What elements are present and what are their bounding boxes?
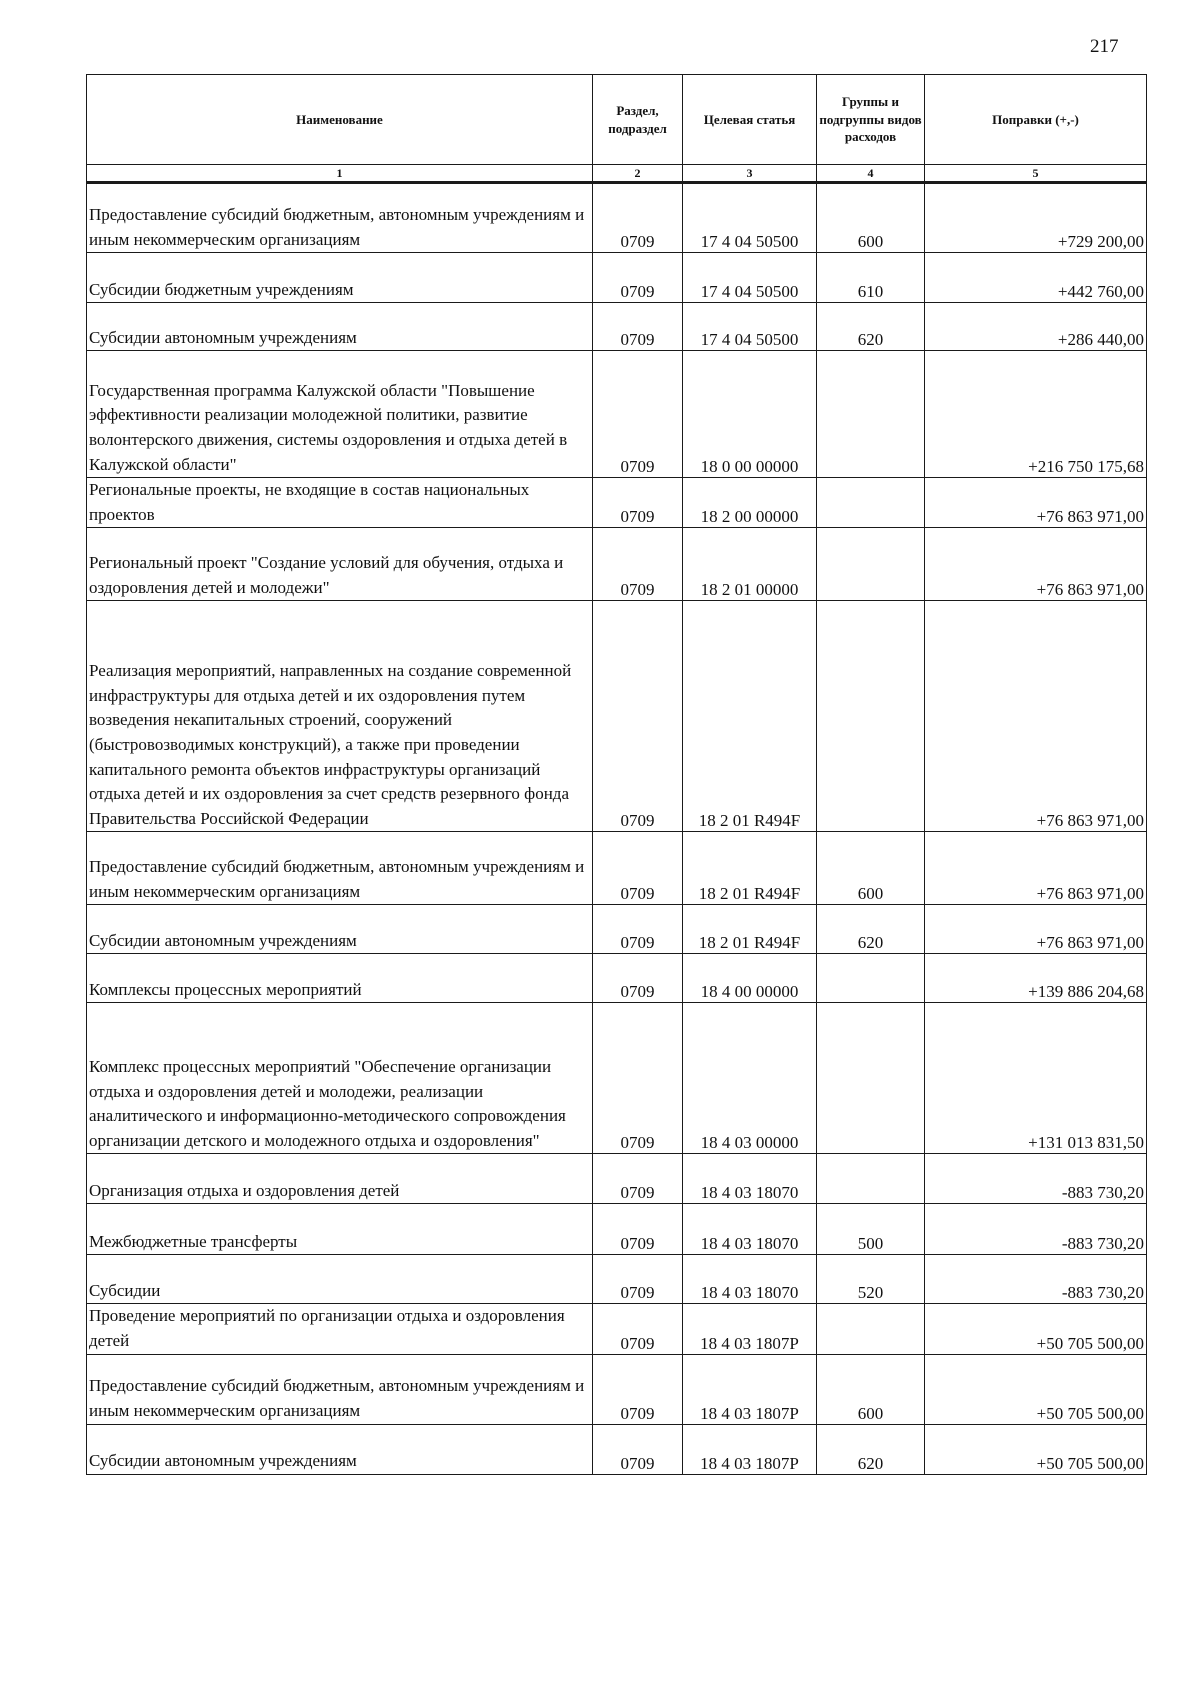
row-group <box>817 351 925 478</box>
row-target: 18 4 03 1807P <box>683 1424 817 1474</box>
row-group: 620 <box>817 303 925 351</box>
row-name: Комплекс процессных мероприятий "Обеспечение организации отдыха и оздоровления детей и молодежи, реализации аналитического и информационно-методического сопровождения организации детского и молодежного отдыха и оздоровления" <box>87 1003 593 1154</box>
row-amount: +729 200,00 <box>925 183 1147 253</box>
table-row <box>87 1255 1147 1304</box>
row-group <box>817 1003 925 1154</box>
row-name: Предоставление субсидий бюджетным, автономным учреждениям и иным некоммерческим организациям <box>87 1354 593 1424</box>
table-row <box>87 601 1147 832</box>
column-number: 5 <box>925 165 1147 183</box>
column-number: 4 <box>817 165 925 183</box>
row-group: 500 <box>817 1204 925 1255</box>
table-row <box>87 303 1147 351</box>
row-target: 18 4 03 18070 <box>683 1255 817 1304</box>
table-row <box>87 1354 1147 1424</box>
header-target: Целевая статья <box>683 75 817 165</box>
table-row <box>87 253 1147 303</box>
row-name: Региональный проект "Создание условий для обучения, отдыха и оздоровления детей и молодежи" <box>87 528 593 601</box>
row-group <box>817 954 925 1003</box>
row-name: Комплексы процессных мероприятий <box>87 954 593 1003</box>
row-amount: +76 863 971,00 <box>925 601 1147 832</box>
row-section: 0709 <box>593 303 683 351</box>
row-target: 18 4 03 18070 <box>683 1204 817 1255</box>
table-row <box>87 478 1147 528</box>
table-row <box>87 351 1147 478</box>
row-name: Реализация мероприятий, направленных на создание современной инфраструктуры для отдыха детей и их оздоровления путем возведения некапитальных строений, сооружений (быстровозводимых конструкций), а также при проведении капитального ремонта объектов инфраструктуры организаций отдыха детей и их оздоровления за счет средств резервного фонда Правительства Российской Федерации <box>87 601 593 832</box>
row-name: Межбюджетные трансферты <box>87 1204 593 1255</box>
row-name: Предоставление субсидий бюджетным, автономным учреждениям и иным некоммерческим организациям <box>87 183 593 253</box>
row-group <box>817 528 925 601</box>
row-amount: +286 440,00 <box>925 303 1147 351</box>
row-target: 18 2 01 R494F <box>683 601 817 832</box>
row-amount: +76 863 971,00 <box>925 832 1147 905</box>
row-group <box>817 478 925 528</box>
row-amount: +131 013 831,50 <box>925 1003 1147 1154</box>
column-number: 2 <box>593 165 683 183</box>
row-amount: +50 705 500,00 <box>925 1304 1147 1354</box>
header-amendments: Поправки (+,-) <box>925 75 1147 165</box>
row-section: 0709 <box>593 528 683 601</box>
row-section: 0709 <box>593 1003 683 1154</box>
row-section: 0709 <box>593 1354 683 1424</box>
page-number: 217 <box>1090 36 1119 57</box>
row-amount: +139 886 204,68 <box>925 954 1147 1003</box>
table-row <box>87 954 1147 1003</box>
table-row <box>87 1154 1147 1204</box>
row-amount: -883 730,20 <box>925 1154 1147 1204</box>
table-row <box>87 905 1147 954</box>
row-target: 18 2 01 R494F <box>683 905 817 954</box>
row-section: 0709 <box>593 351 683 478</box>
table-header <box>87 75 1147 183</box>
table-row <box>87 1304 1147 1354</box>
row-target: 18 2 00 00000 <box>683 478 817 528</box>
row-amount: -883 730,20 <box>925 1204 1147 1255</box>
column-number: 3 <box>683 165 817 183</box>
row-name: Государственная программа Калужской области "Повышение эффективности реализации молодежной политики, развитие волонтерского движения, системы оздоровления и отдыха детей в Калужской области" <box>87 351 593 478</box>
header-section: Раздел, подраздел <box>593 75 683 165</box>
row-section: 0709 <box>593 1255 683 1304</box>
row-section: 0709 <box>593 253 683 303</box>
row-group: 600 <box>817 1354 925 1424</box>
row-section: 0709 <box>593 954 683 1003</box>
table-row <box>87 1204 1147 1255</box>
row-section: 0709 <box>593 1304 683 1354</box>
budget-amendments-table <box>86 74 1147 1475</box>
header-name: Наименование <box>87 75 593 165</box>
row-name: Субсидии автономным учреждениям <box>87 1424 593 1474</box>
row-amount: +442 760,00 <box>925 253 1147 303</box>
row-target: 18 2 01 R494F <box>683 832 817 905</box>
row-amount: +76 863 971,00 <box>925 905 1147 954</box>
row-amount: +76 863 971,00 <box>925 528 1147 601</box>
row-target: 17 4 04 50500 <box>683 303 817 351</box>
row-name: Предоставление субсидий бюджетным, автономным учреждениям и иным некоммерческим организациям <box>87 832 593 905</box>
row-name: Проведение мероприятий по организации отдыха и оздоровления детей <box>87 1304 593 1354</box>
row-group <box>817 1154 925 1204</box>
row-target: 18 4 03 1807P <box>683 1304 817 1354</box>
row-group <box>817 601 925 832</box>
table-row <box>87 1424 1147 1474</box>
row-section: 0709 <box>593 1204 683 1255</box>
table-row <box>87 1003 1147 1154</box>
row-target: 18 4 03 18070 <box>683 1154 817 1204</box>
row-group <box>817 1304 925 1354</box>
row-target: 18 0 00 00000 <box>683 351 817 478</box>
row-target: 17 4 04 50500 <box>683 183 817 253</box>
row-name: Организация отдыха и оздоровления детей <box>87 1154 593 1204</box>
row-group: 600 <box>817 832 925 905</box>
row-section: 0709 <box>593 478 683 528</box>
row-name: Субсидии автономным учреждениям <box>87 303 593 351</box>
row-group: 610 <box>817 253 925 303</box>
row-group: 600 <box>817 183 925 253</box>
row-section: 0709 <box>593 1424 683 1474</box>
row-target: 18 4 03 00000 <box>683 1003 817 1154</box>
row-amount: +76 863 971,00 <box>925 478 1147 528</box>
row-name: Субсидии автономным учреждениям <box>87 905 593 954</box>
row-amount: -883 730,20 <box>925 1255 1147 1304</box>
column-number: 1 <box>87 165 593 183</box>
row-name: Субсидии <box>87 1255 593 1304</box>
row-amount: +50 705 500,00 <box>925 1424 1147 1474</box>
row-section: 0709 <box>593 1154 683 1204</box>
row-amount: +216 750 175,68 <box>925 351 1147 478</box>
row-amount: +50 705 500,00 <box>925 1354 1147 1424</box>
table-row <box>87 832 1147 905</box>
row-group: 520 <box>817 1255 925 1304</box>
row-group: 620 <box>817 905 925 954</box>
row-section: 0709 <box>593 905 683 954</box>
row-target: 18 4 00 00000 <box>683 954 817 1003</box>
row-section: 0709 <box>593 183 683 253</box>
row-section: 0709 <box>593 832 683 905</box>
row-target: 17 4 04 50500 <box>683 253 817 303</box>
row-section: 0709 <box>593 601 683 832</box>
row-group: 620 <box>817 1424 925 1474</box>
table-body <box>87 183 1147 1475</box>
header-groups: Группы и подгруппы видов расходов <box>817 75 925 165</box>
row-target: 18 2 01 00000 <box>683 528 817 601</box>
table-row <box>87 183 1147 253</box>
row-name: Региональные проекты, не входящие в состав национальных проектов <box>87 478 593 528</box>
row-target: 18 4 03 1807P <box>683 1354 817 1424</box>
table-row <box>87 528 1147 601</box>
row-name: Субсидии бюджетным учреждениям <box>87 253 593 303</box>
